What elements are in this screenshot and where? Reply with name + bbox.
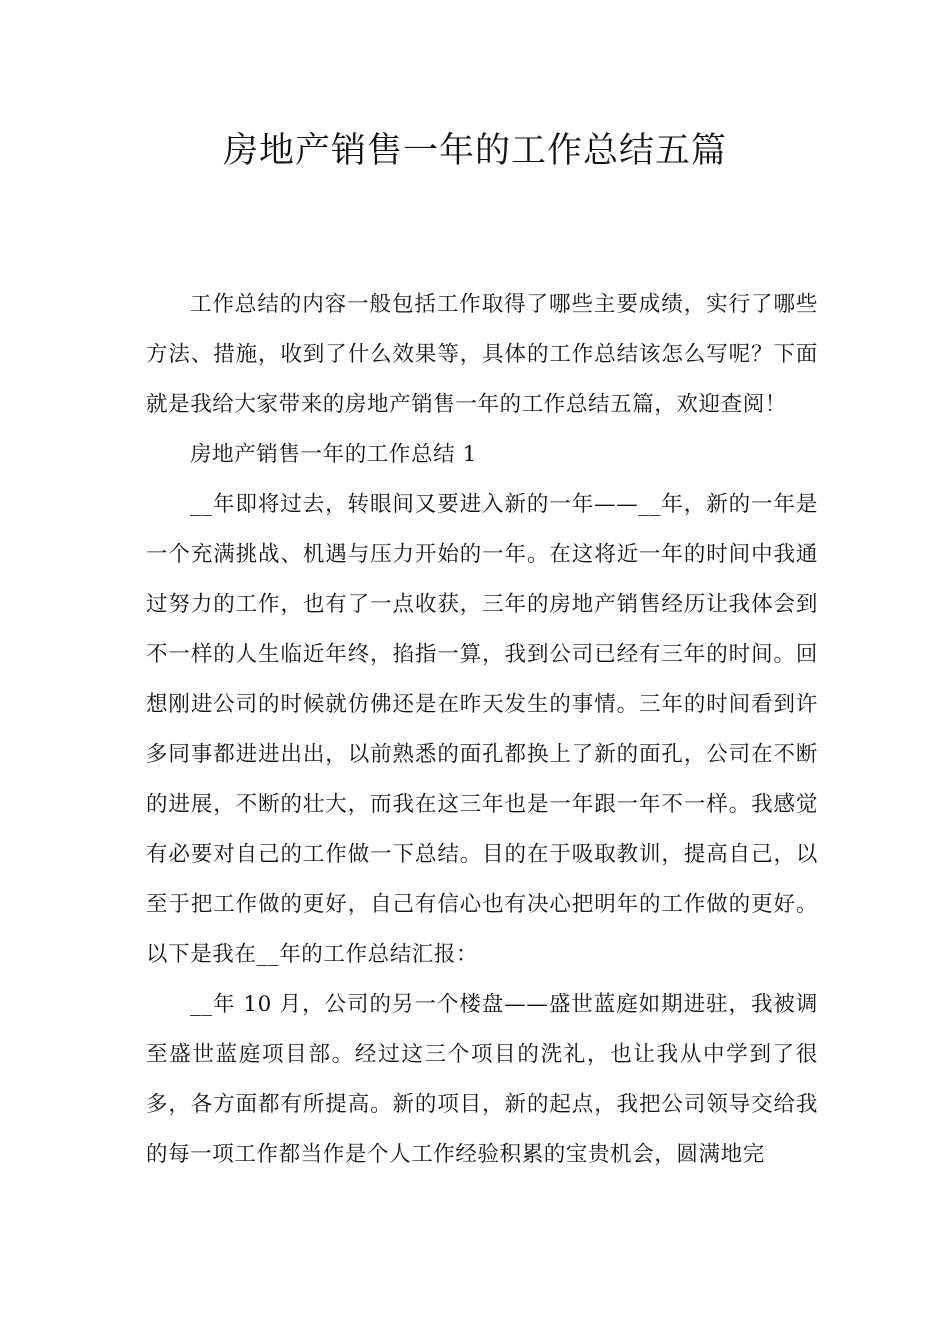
document-title: 房地产销售一年的工作总结五篇: [222, 131, 727, 171]
section-heading: 房地产销售一年的工作总结 1: [190, 442, 477, 467]
intro-paragraph: 工作总结的内容一般包括工作取得了哪些主要成绩，实行了哪些方法、措施，收到了什么效果等，具体的工作总结该怎么写呢？下面就是我给大家带来的房地产销售一年的工作总结五篇，欢迎查阅！: [146, 292, 818, 417]
document-body: [146, 280, 818, 1180]
body-paragraph: __年即将过去，转眼间又要进入新的一年——__年，新的一年是一个充满挑战、机遇与压力开始的一年。在这将近一年的时间中我通过努力的工作，也有了一点收获，三年的房地产销售经历让我体会到不一样的人生临近年终，掐指一算，我到公司已经有三年的时间。回想刚进公司的时候就仿佛还是在昨天发生的事情。三年的时间看到许多同事都进进出出，以前熟悉的面孔都换上了新的面孔，公司在不断的进展，不断的壮大，而我在这三年也是一年跟一年不一样。我感觉有必要对自己的工作做一下总结。目的在于吸取教训，提高自己，以至于把工作做的更好，自己有信心也有决心把明年的工作做的更好。以下是我在__年的工作总结汇报：: [146, 492, 818, 967]
body-paragraph: __年 10 月，公司的另一个楼盘——盛世蓝庭如期进驻，我被调至盛世蓝庭项目部。经过这三个项目的洗礼，也让我从中学到了很多，各方面都有所提高。新的项目，新的起点，我把公司领导交给我的每一项工作都当作是个人工作经验积累的宝贵机会，圆满地完: [146, 992, 818, 1167]
